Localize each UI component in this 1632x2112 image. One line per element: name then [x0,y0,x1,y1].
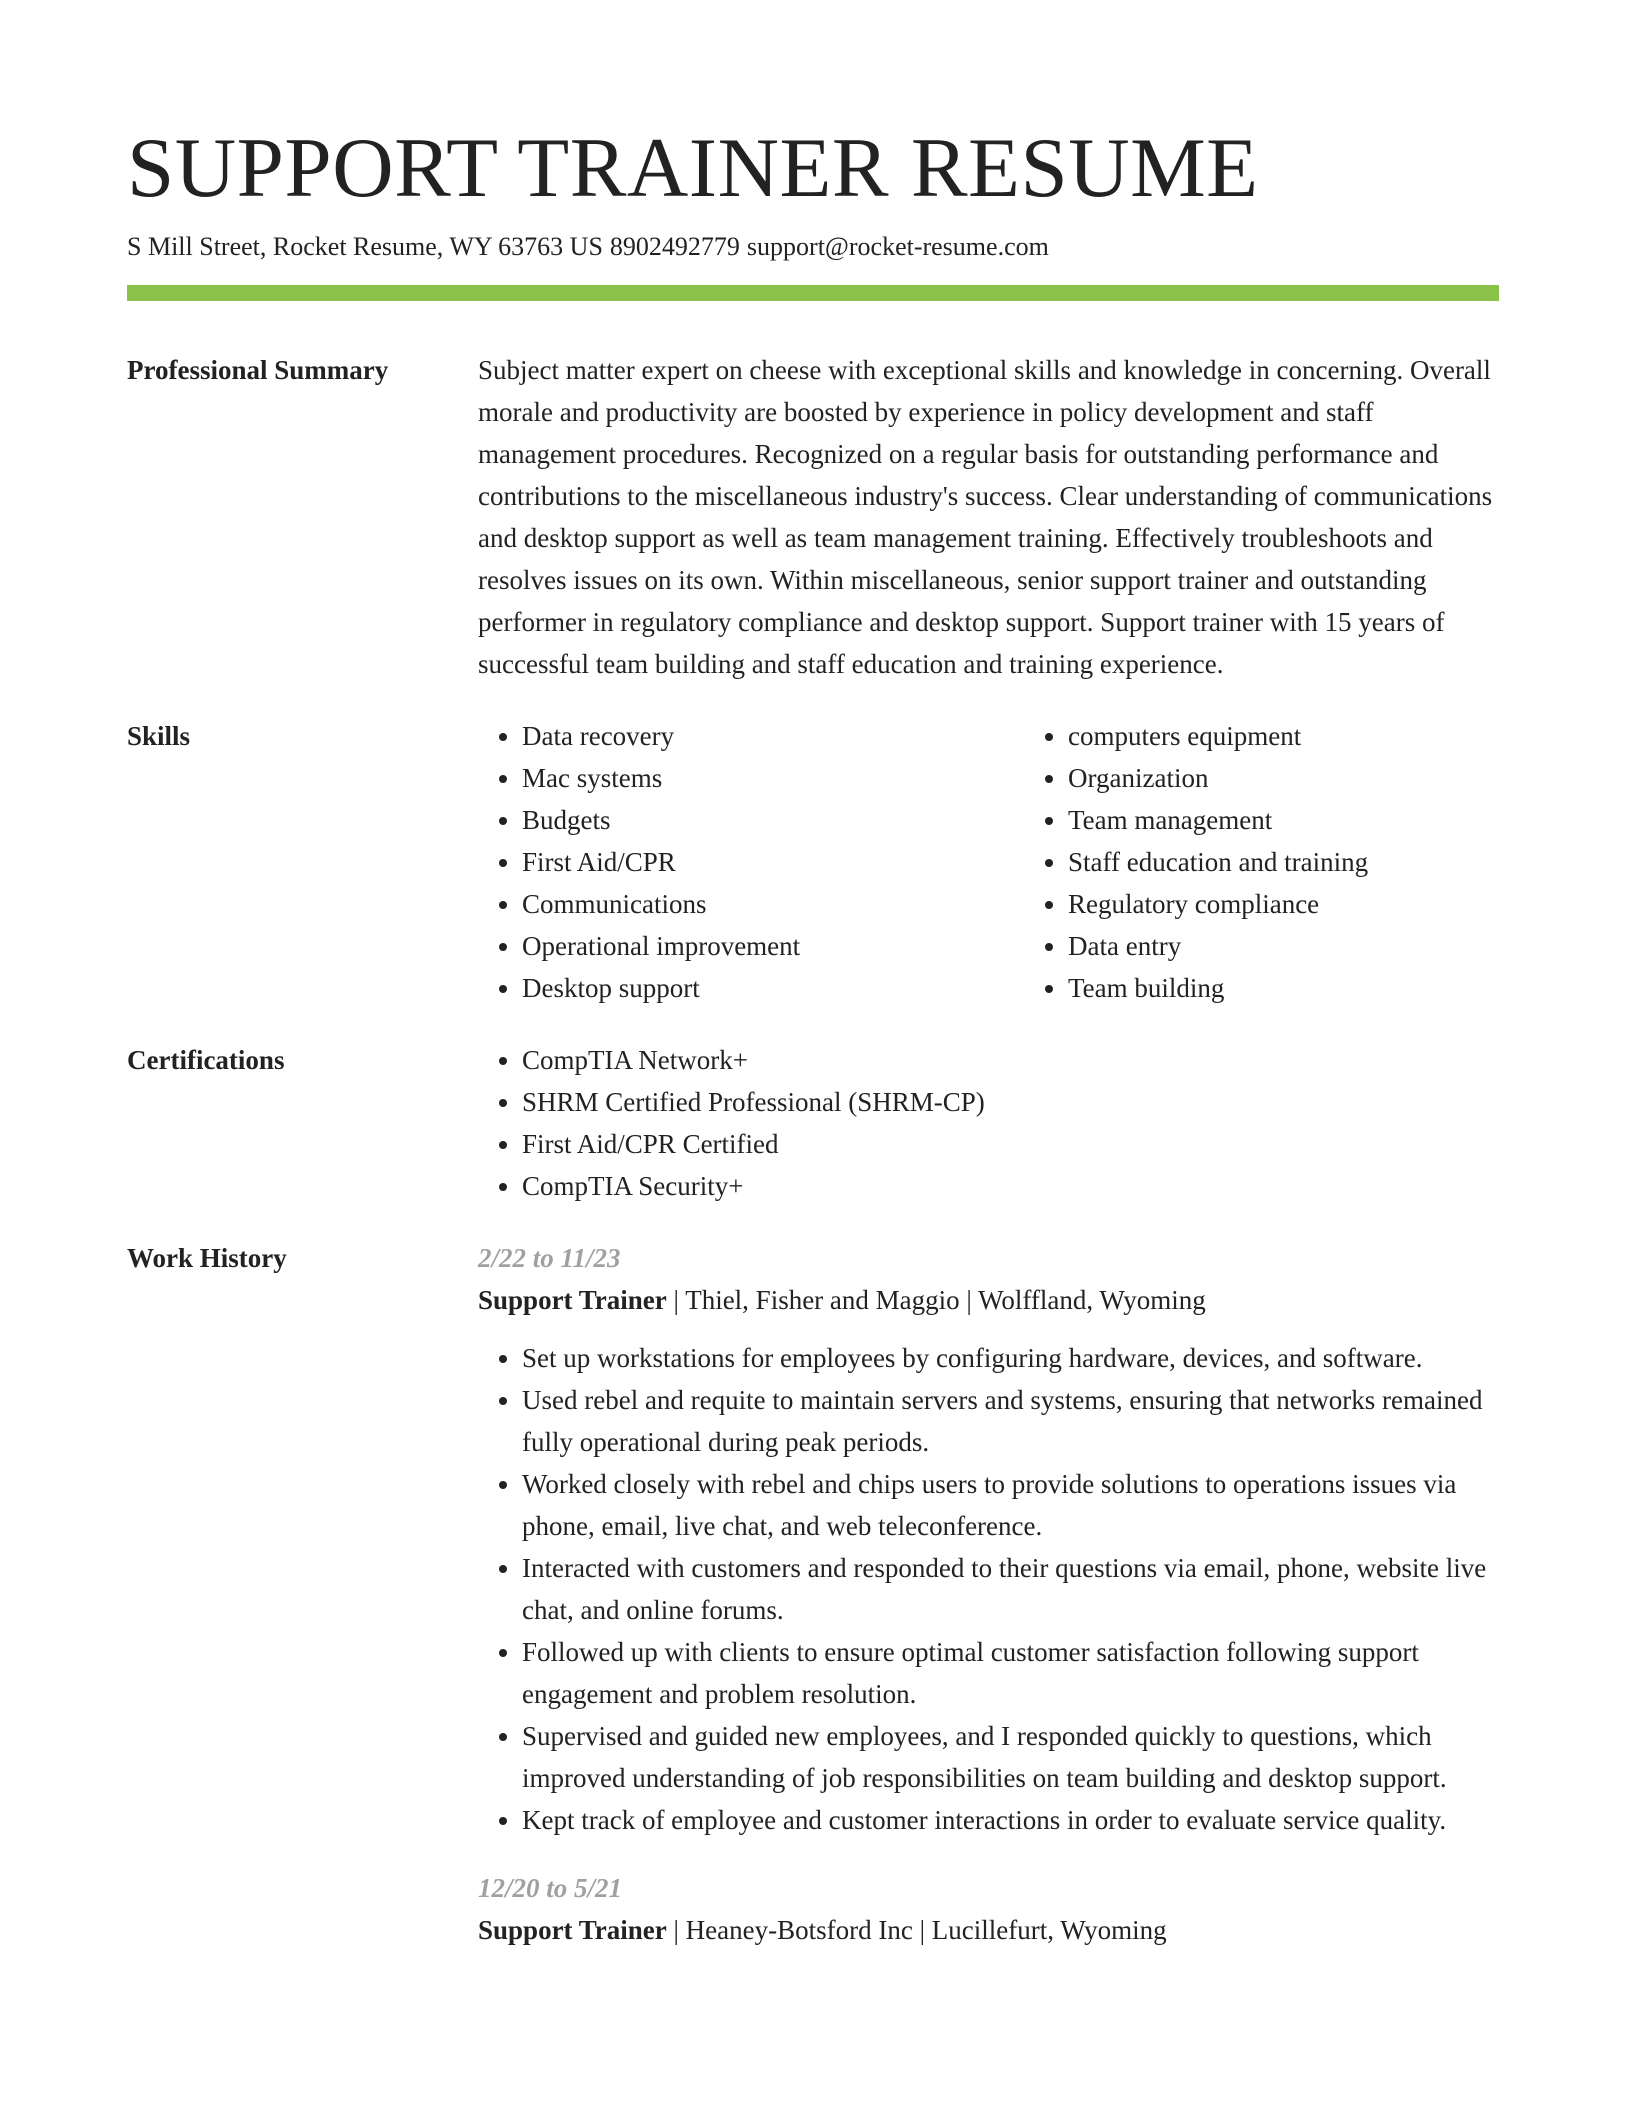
contact-address: S Mill Street, Rocket Resume, WY 63763 US [127,232,603,261]
job-duty-item: • Interacted with customers and responded to their questions via email, phone, website live chat, and online forums. [522,1547,1499,1631]
certifications-list [478,1039,1499,1207]
skill-item: • Data entry [1068,925,1570,967]
certification-item: • CompTIA Security+ [522,1165,1499,1207]
job-duty-item: • Kept track of employee and customer interactions in order to evaluate service quality. [522,1799,1499,1841]
skill-item: • computers equipment [1068,715,1570,757]
skills-column-1 [478,715,1024,1009]
job-title-line [478,1279,1499,1321]
skill-item: • Data recovery [522,715,1024,757]
skill-item: • Regulatory compliance [1068,883,1570,925]
skill-item: • Staff education and training [1068,841,1570,883]
skills-body [478,715,1570,1009]
section-label-work-history: Work History [127,1243,287,1273]
certifications-section [127,1039,1499,1207]
job-entry [478,1867,1499,1951]
job-title: Support Trainer [478,1285,667,1315]
certification-item: • First Aid/CPR Certified [522,1123,1499,1165]
job-title: Support Trainer [478,1915,667,1945]
job-dates: 12/20 to 5/21 [478,1873,623,1903]
certification-item: • SHRM Certified Professional (SHRM-CP) [522,1081,1499,1123]
work-history-body [478,1237,1499,1977]
summary-text: Subject matter expert on cheese with exceptional skills and knowledge in concerning. Overall morale and productivity are boosted by experience in policy development and staff management procedures. Recognized on a regular basis for outstanding performance and contributions to the miscellaneous industry's success. Clear understanding of communications and desktop support as well as team management training. Effectively troubleshoots and resolves issues on its own. Within miscellaneous, senior support trainer and outstanding performer in regulatory compliance and desktop support. Support trainer with 15 years of successful team building and staff education and training experience. [478,355,1493,679]
header-divider [127,285,1499,301]
job-duty-item: • Used rebel and requite to maintain servers and systems, ensuring that networks remained fully operational during peak periods. [522,1379,1499,1463]
job-dates: 2/22 to 11/23 [478,1243,621,1273]
skills-section [127,715,1499,1009]
contact-email: support@rocket-resume.com [746,232,1049,261]
summary-section [127,349,1499,685]
skill-item: • Team building [1068,967,1570,1009]
skill-item: • Team management [1068,799,1570,841]
contact-phone: 8902492779 [609,232,740,261]
job-entry [478,1237,1499,1841]
summary-body [478,349,1499,685]
section-label-skills: Skills [127,721,191,751]
skills-column-2 [1024,715,1570,1009]
certifications-body [478,1039,1499,1207]
job-duty-item: • Followed up with clients to ensure optimal customer satisfaction following support engagement and problem resolution. [522,1631,1499,1715]
section-label-summary: Professional Summary [127,355,389,385]
skill-item: • Budgets [522,799,1024,841]
job-employer-location: | Heaney-Botsford Inc | Lucillefurt, Wyoming [666,1915,1167,1945]
job-duties-list [478,1337,1499,1841]
section-label-certifications: Certifications [127,1045,285,1075]
skill-item: • Desktop support [522,967,1024,1009]
skill-item: • Operational improvement [522,925,1024,967]
job-duty-item: • Supervised and guided new employees, and I responded quickly to questions, which improved understanding of job responsibilities on team building and desktop support. [522,1715,1499,1799]
contact-line [127,230,1499,264]
skill-item: • Communications [522,883,1024,925]
job-title-line [478,1909,1499,1951]
resume-header [127,118,1499,264]
resume-sections [127,349,1499,2007]
work-history-section [127,1237,1499,1977]
skill-item: • Mac systems [522,757,1024,799]
skill-item: • Organization [1068,757,1570,799]
certification-item: • CompTIA Network+ [522,1039,1499,1081]
skill-item: • First Aid/CPR [522,841,1024,883]
job-duty-item: • Worked closely with rebel and chips users to provide solutions to operations issues via phone, email, live chat, and web teleconference. [522,1463,1499,1547]
job-employer-location: | Thiel, Fisher and Maggio | Wolffland, Wyoming [666,1285,1206,1315]
job-duty-item: • Set up workstations for employees by configuring hardware, devices, and software. [522,1337,1499,1379]
resume-title: SUPPORT TRAINER RESUME [127,121,1259,215]
